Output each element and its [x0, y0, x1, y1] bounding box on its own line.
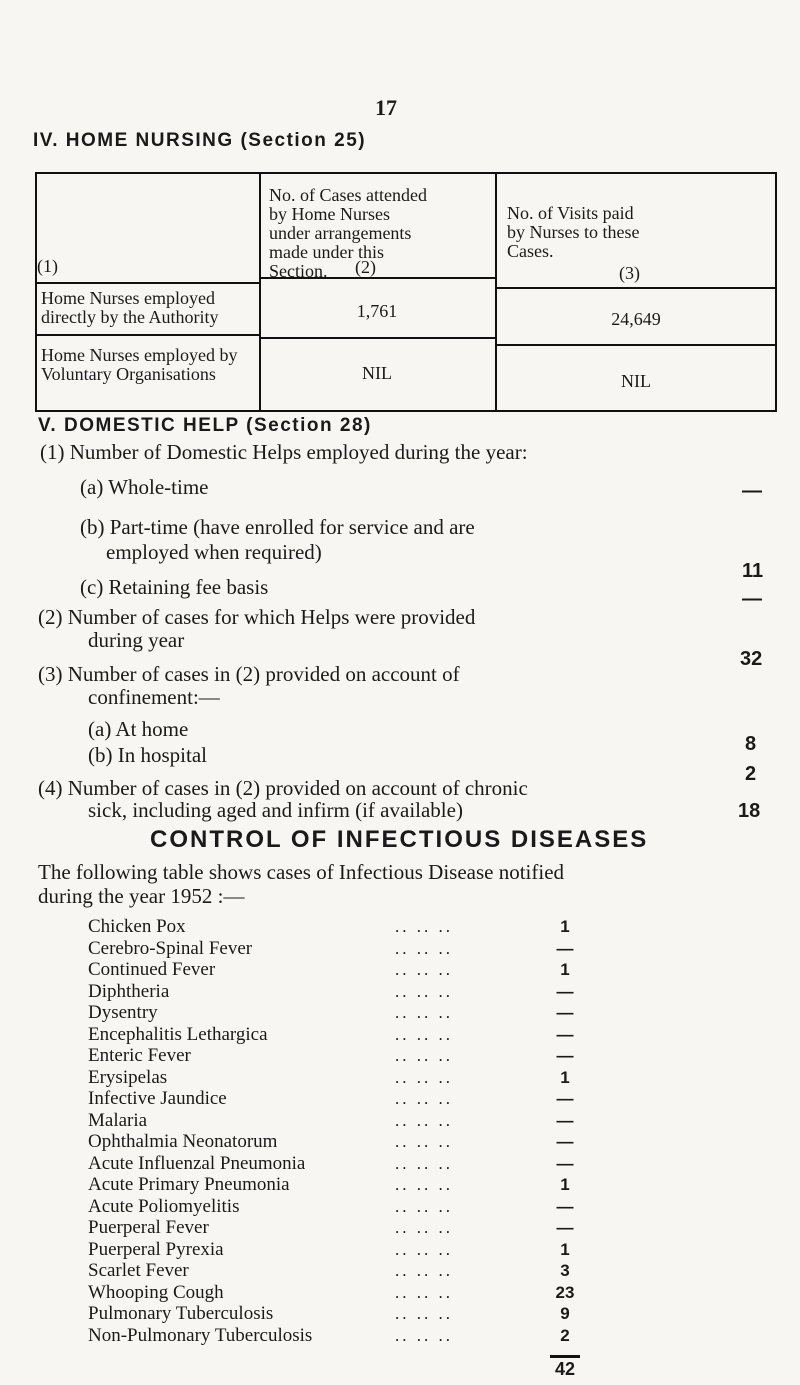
dh-value-1b: 11 [742, 560, 764, 582]
leader-dots: .. .. .. [395, 917, 453, 936]
disease-value: 9 [560, 1304, 570, 1323]
dh-item-1: (1) Number of Domestic Helps employed during the year: [40, 440, 528, 464]
disease-value: 1 [560, 1240, 570, 1259]
leader-dots: .. .. .. [395, 1218, 453, 1237]
row-label-authority: Home Nurses employed directly by the Authority [41, 288, 219, 327]
dh-value-2: 32 [740, 648, 763, 670]
dh-item-3: (3) Number of cases in (2) provided on account of [38, 662, 460, 686]
dh-value-1a: — [742, 480, 762, 502]
leader-dots: .. .. .. [395, 982, 453, 1001]
row-label-voluntary: Home Nurses employed by Voluntary Organisations [41, 345, 238, 384]
disease-name: Ophthalmia Neonatorum [88, 1131, 278, 1152]
disease-value: 3 [560, 1261, 570, 1280]
disease-total: 42 [554, 1359, 576, 1379]
leader-dots: .. .. .. [395, 1304, 453, 1323]
dh-item-3a: (a) At home [88, 717, 189, 741]
page-number: 17 [375, 95, 397, 120]
disease-value: 23 [555, 1283, 575, 1302]
disease-name: Whooping Cough [88, 1282, 224, 1303]
disease-value: — [556, 1154, 574, 1173]
dh-value-4: 18 [738, 800, 761, 822]
disease-value: 2 [560, 1326, 570, 1345]
disease-name: Infective Jaundice [88, 1088, 227, 1109]
intro-line-1: The following table shows cases of Infectious Disease notified [38, 860, 565, 884]
dh-item-2: (2) Number of cases for which Helps were provided [38, 605, 476, 629]
disease-value: — [556, 1089, 574, 1108]
leader-dots: .. .. .. [395, 939, 453, 958]
disease-name: Cerebro-Spinal Fever [88, 938, 253, 959]
dh-value-3a: 8 [745, 733, 757, 755]
leader-dots: .. .. .. [395, 1154, 453, 1173]
dh-item-3b: (b) In hospital [88, 743, 207, 767]
disease-name: Erysipelas [88, 1067, 168, 1088]
domestic-help-heading: V. DOMESTIC HELP (Section 28) [38, 415, 372, 436]
disease-name: Puerperal Fever [88, 1217, 209, 1238]
cases-voluntary: NIL [362, 363, 392, 383]
col3-header: No. of Visits paid by Nurses to these Cases. [507, 203, 640, 261]
disease-name: Chicken Pox [88, 916, 186, 937]
dh-value-3b: 2 [745, 763, 757, 785]
disease-value: — [556, 939, 574, 958]
disease-value: 1 [560, 1175, 570, 1194]
disease-value: — [556, 1046, 574, 1065]
leader-dots: .. .. .. [395, 1089, 453, 1108]
visits-voluntary: NIL [621, 371, 651, 391]
col2-header: No. of Cases attended by Home Nurses under arrangements made under this Section. [269, 185, 427, 281]
dh-item-4-text: (4) Number of cases in (2) provided on account of chronic [38, 776, 528, 800]
home-nursing-table [35, 172, 777, 412]
disease-value: — [556, 1111, 574, 1130]
disease-name: Acute Influenzal Pneumonia [88, 1153, 306, 1174]
disease-name: Acute Poliomyelitis [88, 1196, 240, 1217]
disease-name: Pulmonary Tuberculosis [88, 1303, 274, 1324]
leader-dots: .. .. .. [395, 1197, 453, 1216]
visits-authority: 24,649 [611, 309, 661, 329]
leader-dots: .. .. .. [395, 1175, 453, 1194]
dh-item-1c: (c) Retaining fee basis [80, 575, 269, 599]
dh-item-1a: (a) Whole-time [80, 475, 209, 499]
leader-dots: .. .. .. [395, 1025, 453, 1044]
total-rule [550, 1355, 580, 1358]
intro-line-2: during the year 1952 :— [38, 884, 245, 908]
leader-dots: .. .. .. [395, 1240, 453, 1259]
disease-name: Non-Pulmonary Tuberculosis [88, 1325, 313, 1346]
col1-number: (1) [37, 256, 58, 276]
leader-dots: .. .. .. [395, 1326, 453, 1345]
dh-item-2-cont: during year [88, 628, 185, 652]
leader-dots: .. .. .. [395, 1003, 453, 1022]
disease-name: Enteric Fever [88, 1045, 191, 1066]
disease-name: Acute Primary Pneumonia [88, 1174, 290, 1195]
disease-name: Encephalitis Lethargica [88, 1024, 268, 1045]
cases-authority: 1,761 [356, 301, 398, 321]
leader-dots: .. .. .. [395, 1261, 453, 1280]
dh-item-4-cont: sick, including aged and infirm (if available) [88, 798, 463, 822]
dh-item-1b: (b) Part-time (have enrolled for service and are [80, 515, 475, 539]
leader-dots: .. .. .. [395, 1111, 453, 1130]
disease-value: — [556, 1025, 574, 1044]
disease-value: — [556, 1197, 574, 1216]
dh-value-1c: — [742, 588, 762, 610]
dh-item-3-cont: confinement:— [88, 685, 220, 709]
disease-name: Diphtheria [88, 981, 170, 1002]
disease-name: Malaria [88, 1110, 148, 1131]
disease-value: — [556, 1003, 574, 1022]
disease-name: Continued Fever [88, 959, 216, 980]
disease-name: Puerperal Pyrexia [88, 1239, 224, 1260]
disease-value: 1 [560, 917, 570, 936]
col3-number: (3) [619, 263, 640, 283]
disease-value: — [556, 982, 574, 1001]
home-nursing-heading: IV. HOME NURSING (Section 25) [33, 130, 367, 151]
leader-dots: .. .. .. [395, 1283, 453, 1302]
leader-dots: .. .. .. [395, 1068, 453, 1087]
leader-dots: .. .. .. [395, 1046, 453, 1065]
disease-value: 1 [560, 1068, 570, 1087]
leader-dots: .. .. .. [395, 960, 453, 979]
disease-value: 1 [560, 960, 570, 979]
infectious-heading: CONTROL OF INFECTIOUS DISEASES [150, 826, 649, 853]
col2-number: (2) [355, 257, 376, 277]
disease-name: Dysentry [88, 1002, 158, 1023]
disease-value: — [556, 1132, 574, 1151]
disease-name: Scarlet Fever [88, 1260, 189, 1281]
disease-value: — [556, 1218, 574, 1237]
leader-dots: .. .. .. [395, 1132, 453, 1151]
dh-item-1b-cont: employed when required) [106, 540, 322, 564]
